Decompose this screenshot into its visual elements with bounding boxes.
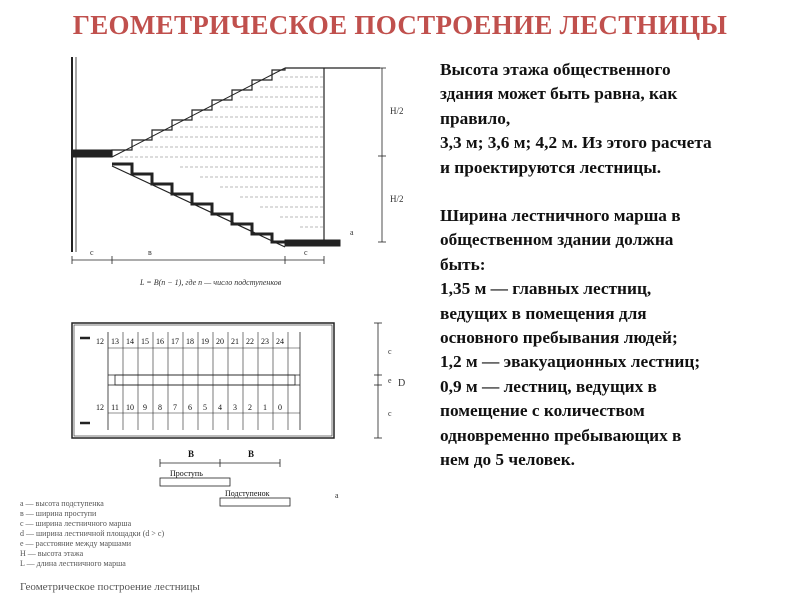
plan-number: 7 <box>173 403 177 412</box>
plan-number: 23 <box>261 337 269 346</box>
plan-number: 16 <box>156 337 164 346</box>
text-line: общественном здании должна <box>440 230 674 250</box>
figure-caption <box>18 578 278 596</box>
riser-label: Подступенок <box>225 489 270 498</box>
text-column <box>440 58 795 473</box>
plan-number: 19 <box>201 337 209 346</box>
text-line: одновременно пребывающих в <box>440 425 682 445</box>
step-dim-b-2: B <box>248 449 255 459</box>
legend <box>18 498 278 573</box>
plan-number: 14 <box>126 337 134 346</box>
text-line: быть: <box>440 254 486 274</box>
stair-plan-drawing <box>60 318 405 443</box>
dim-h-half-top: H/2 <box>390 106 404 116</box>
plan-number: 18 <box>186 337 194 346</box>
dim-c-label: c <box>90 248 94 257</box>
legend-item: d — ширина лестничной площадки (d > c) <box>20 529 165 538</box>
plan-dim-e: e <box>388 376 392 385</box>
plan-number: 3 <box>233 403 237 412</box>
text-line: правило, <box>440 108 511 128</box>
dim-a-label: а <box>350 228 354 237</box>
plan-tread-lines <box>123 332 288 430</box>
tread-label: Проступь <box>170 469 203 478</box>
dim-c-label-right: c <box>304 248 308 257</box>
lower-flight-steps <box>112 164 285 242</box>
text-line: нем до 5 человек. <box>440 450 575 470</box>
plan-number: 5 <box>203 403 207 412</box>
text-line: 0,9 м — лестниц, ведущих в <box>440 376 657 396</box>
legend-item: е — расстояние между маршами <box>20 539 132 548</box>
plan-number: 6 <box>188 403 192 412</box>
plan-number: 1 <box>263 403 267 412</box>
step-dim-b-1: B <box>188 449 195 459</box>
plan-dim-c-top: c <box>388 347 392 356</box>
text-line: помещение с количеством <box>440 401 645 421</box>
text-line: Ширина лестничного марша в <box>440 206 681 226</box>
legend-item: в — ширина проступи <box>20 509 97 518</box>
text-line: 3,3 м; 3,6 м; 4,2 м. Из этого расчета <box>440 133 712 153</box>
text-line: ведущих в помещения для <box>440 303 647 323</box>
dim-b-label: в <box>148 248 152 257</box>
paragraph-flight-width <box>440 204 795 472</box>
plan-number: 10 <box>126 403 134 412</box>
plan-number: 11 <box>111 403 119 412</box>
caption-text: Геометрическое построение лестницы <box>20 581 200 593</box>
paragraph-floor-height <box>440 58 795 180</box>
legend-item: H — высота этажа <box>20 549 84 558</box>
text-line: 1,35 м — главных лестниц, <box>440 279 652 299</box>
plan-number: 4 <box>218 403 222 412</box>
plan-number: 24 <box>276 337 284 346</box>
text-line: и проектируются лестницы. <box>440 157 662 177</box>
plan-dim-c-bottom: c <box>388 409 392 418</box>
plan-number: 20 <box>216 337 224 346</box>
plan-number: 0 <box>278 403 282 412</box>
plan-number: 22 <box>246 337 254 346</box>
text-line: Высота этажа общественного <box>440 60 671 79</box>
plan-number: 9 <box>143 403 147 412</box>
plan-number: 13 <box>111 337 119 346</box>
plan-dim-d: D <box>398 378 405 389</box>
plan-number: 15 <box>141 337 149 346</box>
dim-h-half-bottom: H/2 <box>390 194 404 204</box>
plan-number: 17 <box>171 337 179 346</box>
legend-item: L — длина лестничного марша <box>20 559 126 568</box>
plan-number: 12 <box>96 337 104 346</box>
plan-top-numbers <box>96 337 284 346</box>
legend-item: а — высота подступенка <box>20 499 104 508</box>
step-dim-a: a <box>335 491 339 500</box>
slide-title: ГЕОМЕТРИЧЕСКОЕ ПОСТРОЕНИЕ ЛЕСТНИЦЫ <box>72 10 728 40</box>
formula-caption: L = B(n − 1), где n — число подступенков <box>140 278 282 287</box>
stair-section-drawing <box>60 52 405 297</box>
plan-bottom-numbers <box>96 403 282 412</box>
plan-number: 8 <box>158 403 162 412</box>
plan-number: 12 <box>96 403 104 412</box>
plan-number: 21 <box>231 337 239 346</box>
text-line: основного пребывания людей; <box>440 328 678 348</box>
legend-item: с — ширина лестничного марша <box>20 519 132 528</box>
plan-number: 2 <box>248 403 252 412</box>
text-line: здания может быть равна, как <box>440 84 678 104</box>
text-line: 1,2 м — эвакуационных лестниц; <box>440 352 701 372</box>
